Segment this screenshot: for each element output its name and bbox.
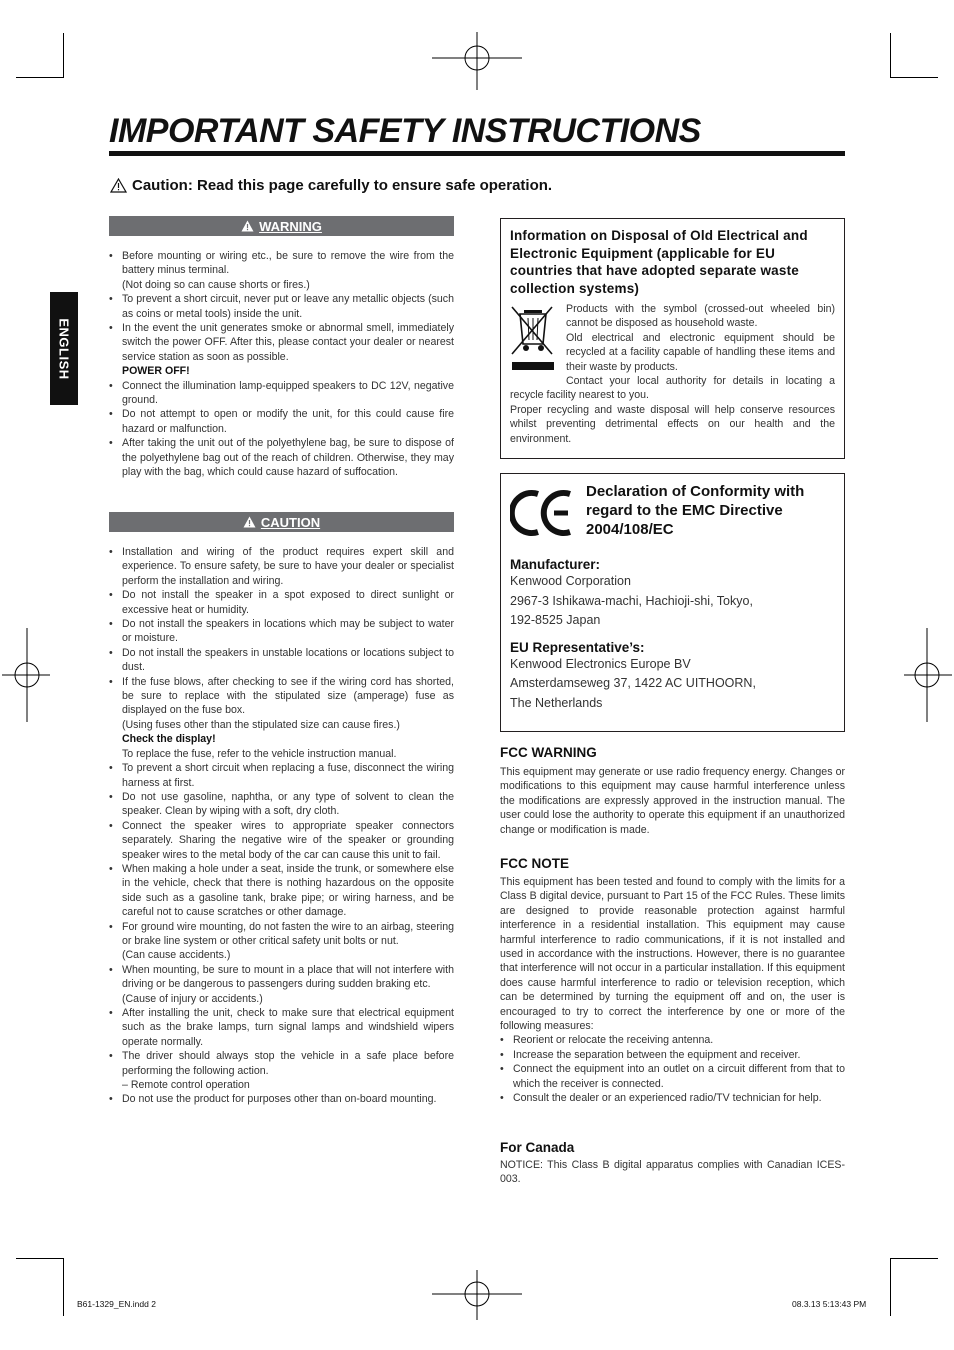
eu-rep-line: The Netherlands — [510, 695, 603, 710]
fcc-note-heading: FCC NOTE — [500, 856, 569, 871]
list-item-text: In the event the unit generates smoke or abnormal smell, immediately switch the power OFF. After this, please contact your dealer or nearest service station as soon as possible. — [122, 322, 454, 363]
list-item-text: Do not use the product for purposes other than on-board mounting. — [122, 1093, 437, 1106]
list-item — [109, 1006, 454, 1049]
fcc-note-list — [500, 1033, 845, 1105]
ce-mark-icon — [510, 488, 576, 538]
list-item — [109, 675, 454, 761]
list-item-text: Do not use gasoline, naphtha, or any type of solvent to clean the speaker. Clean by wiping with a soft, dry cloth. — [122, 790, 454, 818]
fcc-note-body — [500, 875, 845, 1106]
list-item — [109, 819, 454, 862]
list-item — [109, 379, 454, 408]
list-item-text: After taking the unit out of the polyethylene bag, be sure to dispose of the polyethylene bag out of the reach of children. Otherwise, they may play with the bag, which could cause hazard of suffocation. — [122, 437, 454, 479]
fcc-note-text: This equipment has been tested and found to comply with the limits for a Class B digital device, pursuant to Part 15 of the FCC Rules. These limits are designed to provide reasonable protection against harmful interference in a residential installation. This equipment may cause harmful interference to radio communications, if it is not installed and used in accordance with the instructions. However, there is no guarantee that interference will not occur in a particular installation. If this equipment does cause harmful interference to radio or television reception, which can be determined by turning the equipment off and on, the user is encouraged to try to correct the interference by one or more of the following measures: — [500, 876, 845, 1033]
caution-heading-text: Caution: Read this page carefully to ensure safe operation. — [132, 177, 553, 194]
list-item-text: Connect the illumination lamp-equipped speakers to DC 12V, negative ground. — [122, 379, 454, 407]
title-rule — [109, 151, 845, 156]
list-item — [109, 1049, 454, 1092]
disposal-paragraph: Contact your local authority for details in locating a recycle facility nearest to you. — [510, 375, 835, 402]
list-item-emphasis: POWER OFF! — [122, 365, 190, 378]
list-item — [109, 545, 454, 588]
disposal-paragraph: Proper recycling and waste disposal will help conserve resources whilst preventing detrimental effects on our health and the environment. — [510, 403, 835, 445]
list-item — [109, 588, 454, 617]
list-item — [109, 920, 454, 963]
list-item — [109, 321, 454, 379]
list-item-text: To prevent a short circuit, never put or leave any metallic objects (such as coins or metal tools) inside the unit. — [122, 293, 454, 320]
slug-file: B61-1329_EN.indd 2 — [77, 1299, 156, 1309]
list-item — [109, 1092, 454, 1106]
list-item-note: (Using fuses other than the stipulated size can cause fires.) — [122, 718, 400, 731]
slug-timestamp: 08.3.13 5:13:43 PM — [792, 1299, 867, 1309]
list-item-text: For ground wire mounting, do not fasten the wire to an airbag, steering or brake line system or other critical safety unit bolts or nut. — [122, 920, 454, 947]
warning-triangle-icon — [110, 178, 127, 193]
declaration-box — [500, 473, 845, 732]
language-tab — [50, 292, 78, 405]
list-item-note: (Can cause accidents.) — [122, 949, 231, 962]
list-item: • Reorient or relocate the receiving antenna. — [500, 1033, 845, 1047]
language-tab-label: ENGLISH — [56, 317, 72, 380]
list-item-text: When mounting, be sure to mount in a place that will not interfere with driving or be dangerous to passengers during sudden braking etc. — [122, 963, 454, 991]
disposal-paragraph: Products with the symbol (crossed-out wheeled bin) cannot be disposed as household waste. — [566, 303, 835, 330]
list-item — [109, 862, 454, 920]
manufacturer-line: Kenwood Corporation — [510, 574, 631, 588]
list-item — [109, 407, 454, 436]
warning-list — [109, 249, 454, 480]
declaration-title: Declaration of Conformity with regard to the EMC Directive 2004/108/EC — [586, 483, 805, 538]
list-item-text: Connect the speaker wires to appropriate speaker connectors separately. Sharing the negative wire of the speaker or grounding speaker wires to the metal body of the car can cause this unit to fail. — [122, 819, 454, 861]
eu-rep-line: Kenwood Electronics Europe BV — [510, 656, 691, 671]
list-item-note: To replace the fuse, refer to the vehicle instruction manual. — [122, 747, 397, 760]
list-item-emphasis: Check the display! — [122, 733, 216, 746]
canada-text: NOTICE: This Class B digital apparatus complies with Canadian ICES-003. — [500, 1159, 845, 1186]
list-item-text: Before mounting or wiring etc., be sure to remove the wire from the battery minus terminal. — [122, 250, 454, 277]
registration-mark-top — [432, 32, 522, 90]
list-item: • Connect the equipment into an outlet on a circuit different from that to which the receiver is connected. — [500, 1062, 845, 1091]
list-item: • Increase the separation between the equipment and receiver. — [500, 1048, 845, 1062]
warning-label: WARNING — [259, 218, 322, 234]
list-item-text: The driver should always stop the vehicle in a safe place before performing the following action. — [122, 1050, 454, 1077]
list-item — [109, 790, 454, 819]
caution-list — [109, 545, 454, 1107]
disposal-box — [500, 218, 845, 459]
disposal-paragraph: Old electrical and electronic equipment should be recycled at a facility capable of handling these items and their waste by products. — [566, 331, 835, 373]
list-item-text: Installation and wiring of the product requires expert skill and experience. To ensure safety, be sure to have your dealer or specialist perform the installation and wiring. — [122, 546, 454, 587]
list-item-note: (Not doing so can cause shorts or fires.) — [122, 278, 310, 291]
canada-heading: For Canada — [500, 1140, 575, 1155]
list-item-note: – Remote control operation — [122, 1079, 250, 1092]
registration-mark-right — [904, 628, 952, 722]
list-item-text: To prevent a short circuit when replacing a fuse, disconnect the wiring harness at first. — [122, 762, 454, 789]
disposal-body — [510, 302, 835, 446]
list-item-note: (Cause of injury or accidents.) — [122, 992, 263, 1005]
eu-rep-line: Amsterdamseweg 37, 1422 AC UITHOORN, — [510, 676, 756, 690]
list-item — [109, 646, 454, 675]
list-item — [109, 292, 454, 321]
fcc-warning-heading: FCC WARNING — [500, 745, 597, 760]
eu-rep-label: EU Representative’s: — [510, 639, 645, 655]
list-item-text: Do not install the speaker in a spot exposed to direct sunlight or excessive heat or humidity. — [122, 589, 454, 616]
list-item — [109, 249, 454, 292]
caution-bar — [109, 512, 454, 532]
list-item — [109, 963, 454, 1006]
manufacturer-label: Manufacturer: — [510, 557, 601, 572]
list-item-text: Do not install the speakers in unstable locations or locations subject to dust. — [122, 646, 454, 674]
registration-mark-left — [2, 628, 50, 722]
list-item — [109, 617, 454, 646]
list-item-text: Do not attempt to open or modify the unit, for this could cause fire hazard or malfunction. — [122, 408, 454, 435]
list-item-text: Do not install the speakers in locations which may be subject to water or moisture. — [122, 618, 454, 645]
manufacturer-line: 192-8525 Japan — [510, 613, 601, 627]
manufacturer-line: 2967-3 Ishikawa-machi, Hachioji-shi, Tokyo, — [510, 593, 753, 608]
caution-heading — [110, 177, 552, 194]
warning-triangle-icon — [243, 516, 256, 528]
registration-mark-bottom — [432, 1270, 522, 1320]
list-item — [109, 761, 454, 790]
crossed-out-bin-icon — [510, 304, 556, 376]
warning-bar — [109, 216, 454, 236]
list-item-text: After installing the unit, check to make sure that electrical equipment such as the brake lamps, turn signal lamps and windshield wipers operate normally. — [122, 1007, 454, 1048]
page-title: IMPORTANT SAFETY INSTRUCTIONS — [109, 112, 701, 150]
list-item-text: If the fuse blows, after checking to see if the wiring cord has shorted, be sure to replace with the stipulated size (amperage) fuse as displayed on the fuse box. — [122, 675, 454, 717]
fcc-warning-text: This equipment may generate or use radio frequency energy. Changes or modifications to this equipment may cause harmful interference unless the modifications are expressly approved in the instruction manual. The user could lose the authority to operate this equipment if an unauthorized change or modification is made. — [500, 766, 845, 836]
disposal-heading: Information on Disposal of Old Electrical and Electronic Equipment (applicable for EU countries that have adopted separate waste collection systems) — [510, 228, 808, 296]
list-item — [109, 436, 454, 479]
caution-label: CAUTION — [260, 514, 321, 530]
list-item-text: When making a hole under a seat, inside the trunk, or somewhere else in the vehicle, check that there is nothing hazardous on the opposite side such as a gasoline tank, brake pipe; or wiring harness, and be careful not to cause scratches or other damage. — [122, 862, 454, 919]
list-item: • Consult the dealer or an experienced radio/TV technician for help. — [500, 1091, 845, 1105]
warning-triangle-icon — [241, 220, 254, 232]
